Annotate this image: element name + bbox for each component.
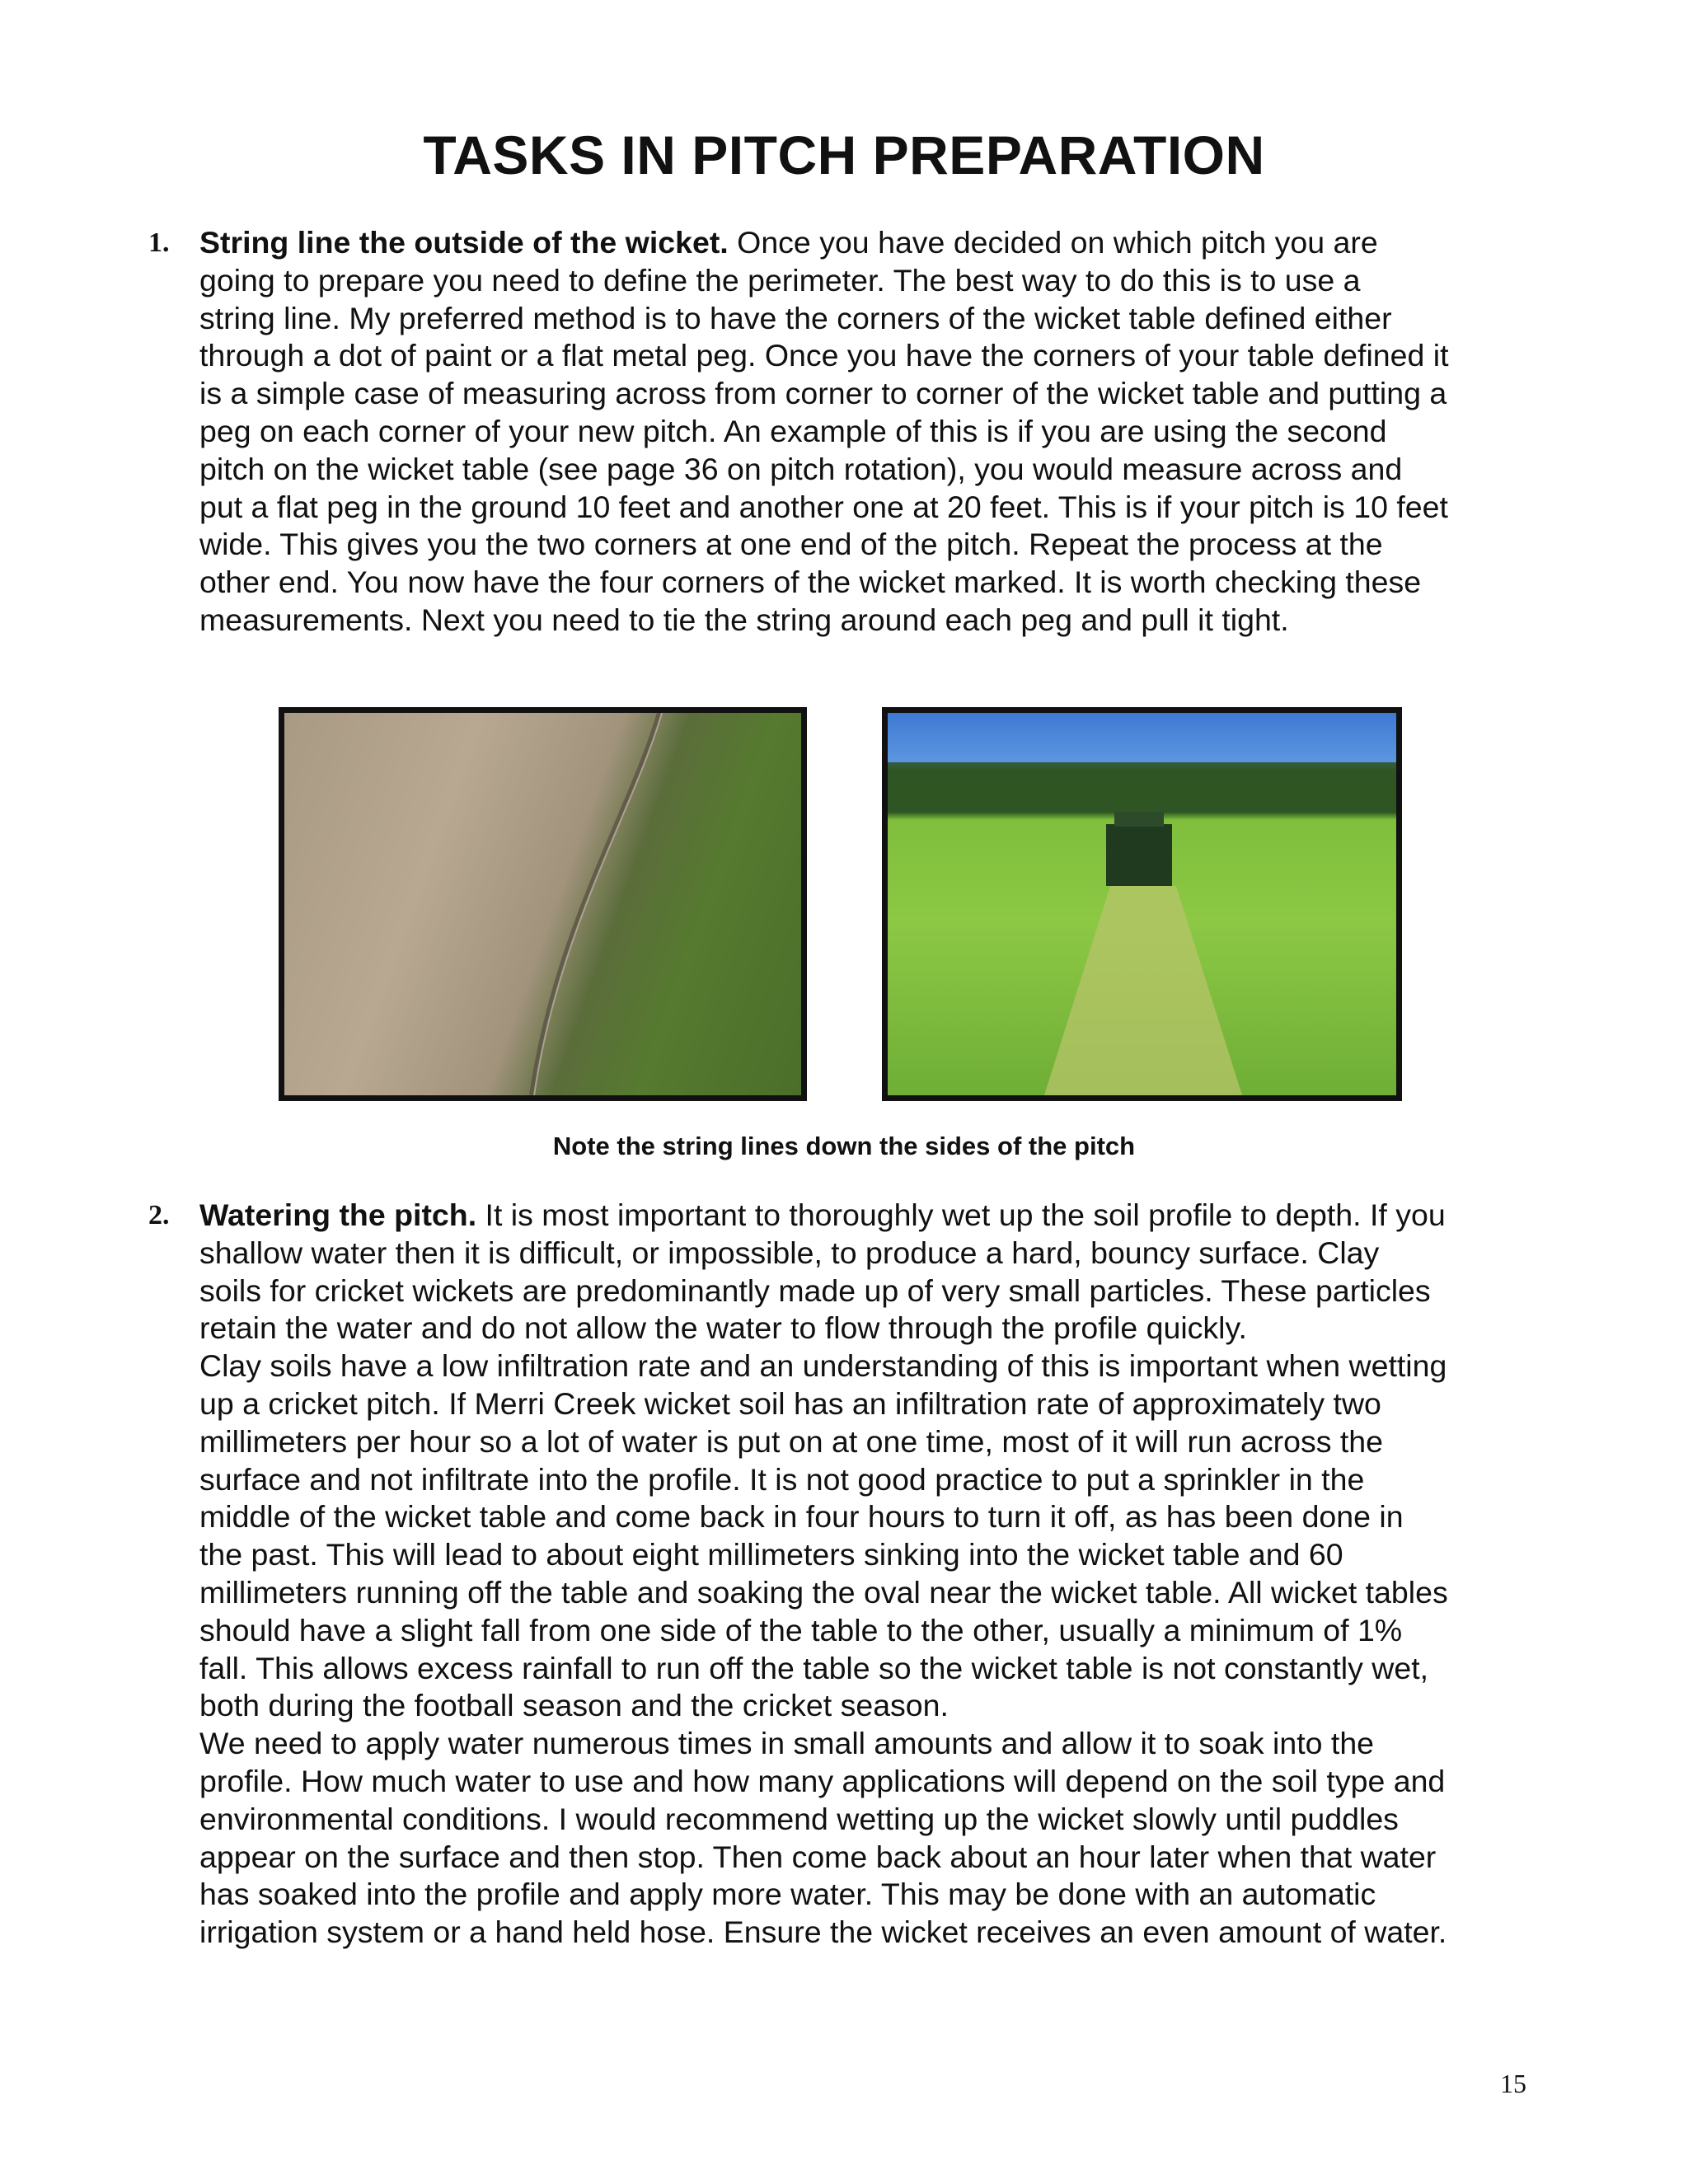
item-line: shallow water then it is difficult, or impossible, to produce a hard, bouncy surface. Clay [199,1235,1380,1270]
item-body [199,224,1550,640]
item-first-line [199,224,1550,262]
task-item-string-line [148,224,1550,640]
item-line: is a simple case of measuring across from corner to corner of the wicket table and putting a [199,376,1447,411]
item-line: put a flat peg in the ground 10 feet and another one at 20 feet. This is if your pitch is 10 feet [199,489,1448,524]
string-line-illustration [284,713,801,1095]
item-first-line [199,1197,1550,1235]
item-line: should have a slight fall from one side of the table to the other, usually a minimum of 1% [199,1612,1403,1647]
page-title: TASKS IN PITCH PREPARATION [423,124,1265,185]
item-line: middle of the wicket table and come back in four hours to turn it off, as has been done in [199,1499,1404,1535]
item-lead: String line the outside of the wicket. [199,225,729,260]
item-line: the past. This will lead to about eight millimeters sinking into the wicket table and 60 [199,1537,1343,1572]
item-line: Once you have decided on which pitch you are [728,225,1378,260]
item-line: profile. How much water to use and how many applications will depend on the soil type and [199,1763,1446,1798]
item-number: 1. [148,227,170,258]
item-line: retain the water and do not allow the water to flow through the profile quickly. [199,1310,1247,1346]
item-line: We need to apply water numerous times in small amounts and allow it to soak into the [199,1726,1375,1761]
item-line: wide. This gives you the two corners at one end of the pitch. Repeat the process at the [199,527,1383,562]
item-line: millimeters per hour so a lot of water is put on at one time, most of it will run across the [199,1423,1384,1459]
item-line: pitch on the wicket table (see page 36 on pitch rotation), you would measure across and [199,451,1403,486]
pitch-with-roller-photo [882,707,1402,1101]
item-line: has soaked into the profile and apply more water. This may be done with an automatic [199,1877,1376,1912]
item-line: surface and not infiltrate into the profile. It is not good practice to put a sprinkler in the [199,1461,1365,1497]
pitch-illustration [888,713,1396,1095]
item-line: Clay soils have a low infiltration rate and an understanding of this is important when wetting [199,1348,1447,1384]
item-line: appear on the surface and then stop. Then come back about an hour later when that water [199,1839,1437,1874]
item-line: through a dot of paint or a flat metal peg. Once you have the corners of your table defined it [199,338,1449,373]
item-line: both during the football season and the cricket season. [199,1688,949,1723]
page-number: 15 [1500,2069,1526,2098]
item-line: up a cricket pitch. If Merri Creek wicket soil has an infiltration rate of approximately two [199,1385,1381,1421]
item-number: 2. [148,1200,170,1230]
item-line: irrigation system or a hand held hose. Ensure the wicket receives an even amount of water. [199,1915,1447,1950]
item-line: going to prepare you need to define the perimeter. The best way to do this is to use a [199,262,1361,298]
item-line: soils for cricket wickets are predominantly made up of very small particles. These particles [199,1272,1431,1308]
item-line: environmental conditions. I would recommend wetting up the wicket slowly until puddles [199,1801,1399,1836]
item-line: peg on each corner of your new pitch. An example of this is if you are using the second [199,413,1387,448]
item-line: fall. This allows excess rainfall to run off the table so the wicket table is not constantly wet, [199,1650,1429,1685]
item-lead: Watering the pitch. [199,1197,477,1232]
item-body [199,1197,1550,1952]
item-line: other end. You now have the four corners of the wicket marked. It is worth checking these [199,565,1422,600]
item-line: millimeters running off the table and soaking the oval near the wicket table. All wicket tables [199,1574,1448,1610]
item-line: measurements. Next you need to tie the string around each peg and pull it tight. [199,602,1289,637]
item-line: It is most important to thoroughly wet up the soil profile to depth. If you [476,1197,1446,1232]
figure-caption: Note the string lines down the sides of the pitch [552,1132,1136,1160]
item-line: string line. My preferred method is to have the corners of the wicket table defined either [199,300,1392,335]
string-line-closeup-photo [279,707,807,1101]
task-item-watering [148,1197,1550,1952]
